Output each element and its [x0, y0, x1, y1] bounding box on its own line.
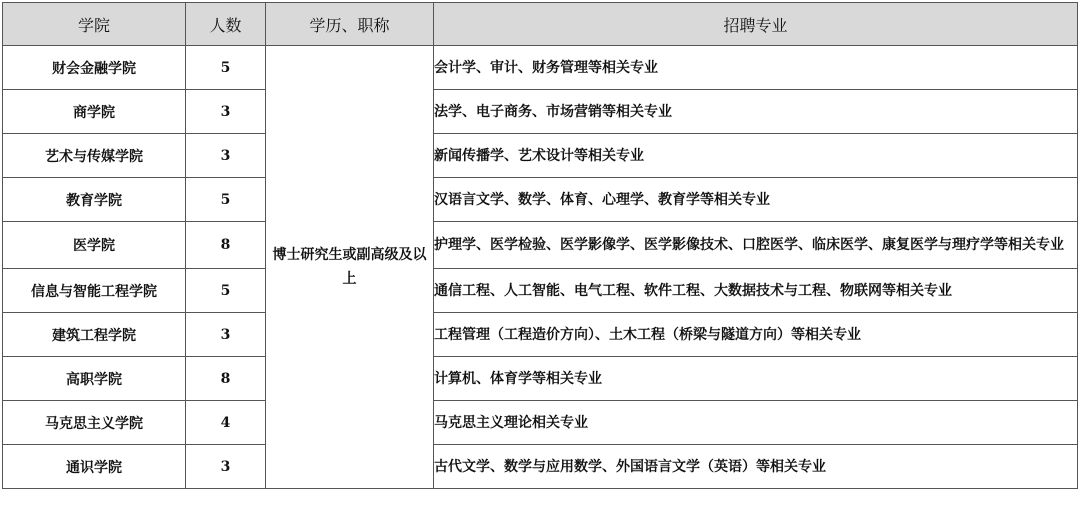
header-qualification: 学历、职称	[266, 3, 434, 46]
count-cell: 3	[186, 134, 266, 178]
majors-cell: 计算机、体育学等相关专业	[434, 357, 1078, 401]
table-row	[3, 357, 1078, 401]
college-cell: 财会金融学院	[3, 46, 186, 90]
majors-cell: 工程管理（工程造价方向）、土木工程（桥梁与隧道方向）等相关专业	[434, 313, 1078, 357]
table-row	[3, 401, 1078, 445]
college-cell: 教育学院	[3, 178, 186, 222]
majors-cell: 马克思主义理论相关专业	[434, 401, 1078, 445]
majors-cell: 会计学、审计、财务管理等相关专业	[434, 46, 1078, 90]
majors-cell: 古代文学、数学与应用数学、外国语言文学（英语）等相关专业	[434, 445, 1078, 489]
college-cell: 高职学院	[3, 357, 186, 401]
table-row	[3, 46, 1078, 90]
table-header	[3, 3, 1078, 46]
count-cell: 3	[186, 445, 266, 489]
table-row	[3, 222, 1078, 269]
header-majors: 招聘专业	[434, 3, 1078, 46]
college-cell: 建筑工程学院	[3, 313, 186, 357]
count-cell: 3	[186, 313, 266, 357]
majors-cell: 汉语言文学、数学、体育、心理学、教育学等相关专业	[434, 178, 1078, 222]
count-cell: 3	[186, 90, 266, 134]
table-body	[3, 46, 1078, 489]
header-college: 学院	[3, 3, 186, 46]
table-row	[3, 134, 1078, 178]
table-row	[3, 178, 1078, 222]
count-cell: 5	[186, 178, 266, 222]
majors-cell: 新闻传播学、艺术设计等相关专业	[434, 134, 1078, 178]
count-cell: 8	[186, 357, 266, 401]
college-cell: 信息与智能工程学院	[3, 269, 186, 313]
college-cell: 商学院	[3, 90, 186, 134]
header-count: 人数	[186, 3, 266, 46]
college-cell: 医学院	[3, 222, 186, 269]
majors-cell: 法学、电子商务、市场营销等相关专业	[434, 90, 1078, 134]
count-cell: 4	[186, 401, 266, 445]
qualification-cell: 博士研究生或副高级及以上	[266, 46, 434, 489]
table-row	[3, 90, 1078, 134]
table-row	[3, 313, 1078, 357]
recruitment-table	[2, 2, 1078, 489]
majors-cell: 护理学、医学检验、医学影像学、医学影像技术、口腔医学、临床医学、康复医学与理疗学等相关专业	[434, 222, 1078, 269]
count-cell: 8	[186, 222, 266, 269]
table-row	[3, 269, 1078, 313]
header-row	[3, 3, 1078, 46]
table-row	[3, 445, 1078, 489]
count-cell: 5	[186, 46, 266, 90]
majors-cell: 通信工程、人工智能、电气工程、软件工程、大数据技术与工程、物联网等相关专业	[434, 269, 1078, 313]
college-cell: 通识学院	[3, 445, 186, 489]
college-cell: 艺术与传媒学院	[3, 134, 186, 178]
count-cell: 5	[186, 269, 266, 313]
college-cell: 马克思主义学院	[3, 401, 186, 445]
